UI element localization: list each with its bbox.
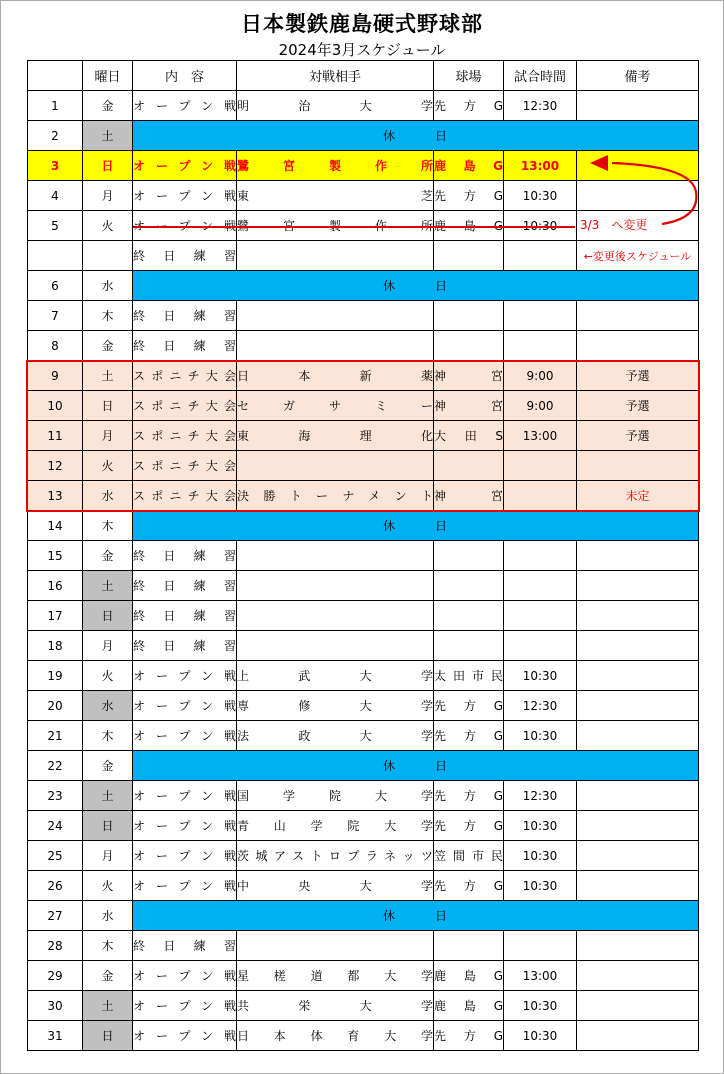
- opponent-cell: 決勝トーナメント: [237, 481, 434, 511]
- page-title: 日本製鉄鹿島硬式野球部: [241, 12, 483, 36]
- header-content: 内 容: [133, 61, 237, 91]
- venue-cell: 先方G: [434, 181, 504, 211]
- time-cell: 10:30: [504, 181, 577, 211]
- content-cell: オープン戦: [133, 91, 237, 121]
- weekday-cell: 火: [83, 871, 133, 901]
- content-cell: スポニチ大会: [133, 391, 237, 421]
- header-note: 備考: [577, 61, 699, 91]
- date-cell: 25: [28, 841, 83, 871]
- date-cell: 28: [28, 931, 83, 961]
- content-cell: スポニチ大会: [133, 451, 237, 481]
- content-cell: 終日練習: [133, 571, 237, 601]
- time-cell: 10:30: [504, 661, 577, 691]
- venue-cell: 神宮: [434, 391, 504, 421]
- time-cell: 10:30: [504, 991, 577, 1021]
- time-cell: 12:30: [504, 781, 577, 811]
- weekday-cell: 月: [83, 631, 133, 661]
- time-cell: 10:30: [504, 721, 577, 751]
- time-cell: 10:30: [504, 871, 577, 901]
- venue-cell: 鹿島G: [434, 151, 504, 181]
- content-cell: 終日練習: [133, 241, 237, 271]
- header-weekday: 曜日: [83, 61, 133, 91]
- venue-cell: 鹿島G: [434, 991, 504, 1021]
- date-cell: 13: [28, 481, 83, 511]
- venue-cell: 先方G: [434, 871, 504, 901]
- weekday-cell: 土: [83, 571, 133, 601]
- weekday-cell: 木: [83, 511, 133, 541]
- weekday-cell: 水: [83, 901, 133, 931]
- header-time: 試合時間: [504, 61, 577, 91]
- content-cell: 終日練習: [133, 931, 237, 961]
- opponent-cell: 東海理化: [237, 421, 434, 451]
- opponent-cell: 星槎道都大学: [237, 961, 434, 991]
- weekday-cell: 金: [83, 751, 133, 781]
- content-cell: オープン戦: [133, 181, 237, 211]
- date-cell: 16: [28, 571, 83, 601]
- content-cell: 終日練習: [133, 301, 237, 331]
- date-cell: 2: [28, 121, 83, 151]
- content-cell: スポニチ大会: [133, 481, 237, 511]
- weekday-cell: 土: [83, 781, 133, 811]
- date-cell: 4: [28, 181, 83, 211]
- weekday-cell: 火: [83, 661, 133, 691]
- content-cell: オープン戦: [133, 721, 237, 751]
- date-cell: 23: [28, 781, 83, 811]
- date-cell: 8: [28, 331, 83, 361]
- holiday-banner: 休 日: [133, 901, 699, 931]
- content-cell: オープン戦: [133, 991, 237, 1021]
- content-cell: オープン戦: [133, 841, 237, 871]
- note-cell: 予選: [577, 421, 699, 451]
- time-cell: 12:30: [504, 91, 577, 121]
- opponent-cell: 東 芝: [237, 181, 434, 211]
- venue-cell: 大田S: [434, 421, 504, 451]
- content-cell: オープン戦: [133, 781, 237, 811]
- weekday-cell: 日: [83, 811, 133, 841]
- date-cell: 27: [28, 901, 83, 931]
- note-cell: 予選: [577, 391, 699, 421]
- time-cell: 13:00: [504, 961, 577, 991]
- date-cell: 12: [28, 451, 83, 481]
- content-cell: オープン戦: [133, 1021, 237, 1051]
- opponent-cell: 鷺宮製作所: [237, 151, 434, 181]
- change-note: 3/3 へ変更: [580, 218, 648, 232]
- content-cell: オープン戦: [133, 961, 237, 991]
- opponent-cell: 日本新薬: [237, 361, 434, 391]
- weekday-cell: 日: [83, 601, 133, 631]
- time-cell: 10:30: [504, 1021, 577, 1051]
- date-cell: 14: [28, 511, 83, 541]
- date-cell: 6: [28, 271, 83, 301]
- page-subtitle: 2024年3月スケジュール: [278, 41, 446, 59]
- weekday-cell: 火: [83, 451, 133, 481]
- weekday-cell: 水: [83, 271, 133, 301]
- date-cell: 1: [28, 91, 83, 121]
- opponent-cell: 中央大学: [237, 871, 434, 901]
- date-cell: 9: [28, 361, 83, 391]
- opponent-cell: 国学院大学: [237, 781, 434, 811]
- date-cell: 7: [28, 301, 83, 331]
- opponent-cell: 明治大学: [237, 91, 434, 121]
- weekday-cell: 木: [83, 931, 133, 961]
- holiday-banner: 休 日: [133, 121, 699, 151]
- weekday-cell: 水: [83, 481, 133, 511]
- date-cell: 19: [28, 661, 83, 691]
- weekday-cell: 土: [83, 991, 133, 1021]
- time-cell: 10:30: [504, 211, 577, 241]
- venue-cell: 神宮: [434, 361, 504, 391]
- content-cell: 終日練習: [133, 631, 237, 661]
- weekday-cell: 水: [83, 691, 133, 721]
- venue-cell: 笠間市民: [434, 841, 504, 871]
- time-cell: 13:00: [504, 151, 577, 181]
- weekday-cell: 月: [83, 841, 133, 871]
- opponent-cell: セガサミー: [237, 391, 434, 421]
- weekday-cell: 木: [83, 721, 133, 751]
- content-cell: オープン戦: [133, 691, 237, 721]
- opponent-cell: 専修大学: [237, 691, 434, 721]
- weekday-cell: 日: [83, 151, 133, 181]
- weekday-cell: 金: [83, 91, 133, 121]
- holiday-banner: 休 日: [133, 271, 699, 301]
- time-cell: 10:30: [504, 841, 577, 871]
- venue-cell: 先方G: [434, 721, 504, 751]
- time-cell: 12:30: [504, 691, 577, 721]
- time-cell: 10:30: [504, 811, 577, 841]
- holiday-banner: 休 日: [133, 511, 699, 541]
- date-cell: 17: [28, 601, 83, 631]
- date-cell: 18: [28, 631, 83, 661]
- weekday-cell: 日: [83, 391, 133, 421]
- date-cell: 22: [28, 751, 83, 781]
- weekday-cell: 月: [83, 421, 133, 451]
- weekday-cell: 金: [83, 541, 133, 571]
- weekday-cell: 土: [83, 121, 133, 151]
- date-cell: 29: [28, 961, 83, 991]
- date-cell: 24: [28, 811, 83, 841]
- note-cell: ←変更後スケジュール: [577, 241, 699, 271]
- content-cell: 終日練習: [133, 601, 237, 631]
- opponent-cell: 日本体育大学: [237, 1021, 434, 1051]
- opponent-cell: 法政大学: [237, 721, 434, 751]
- opponent-cell: 共栄大学: [237, 991, 434, 1021]
- header-opponent: 対戦相手: [237, 61, 434, 91]
- date-cell: 15: [28, 541, 83, 571]
- date-cell: 20: [28, 691, 83, 721]
- content-cell: オープン戦: [133, 811, 237, 841]
- weekday-cell: 土: [83, 361, 133, 391]
- date-cell: 11: [28, 421, 83, 451]
- date-cell: 30: [28, 991, 83, 1021]
- content-cell: オープン戦: [133, 871, 237, 901]
- venue-cell: 鹿島G: [434, 961, 504, 991]
- content-cell: 終日練習: [133, 331, 237, 361]
- date-cell: 10: [28, 391, 83, 421]
- content-cell: オープン戦: [133, 151, 237, 181]
- content-cell: スポニチ大会: [133, 361, 237, 391]
- opponent-cell: 青山学院大学: [237, 811, 434, 841]
- content-cell: 終日練習: [133, 541, 237, 571]
- weekday-cell: 日: [83, 1021, 133, 1051]
- weekday-cell: 金: [83, 331, 133, 361]
- venue-cell: 先方G: [434, 781, 504, 811]
- date-cell: 21: [28, 721, 83, 751]
- venue-cell: 鹿島G: [434, 211, 504, 241]
- time-cell: 9:00: [504, 361, 577, 391]
- weekday-cell: 火: [83, 211, 133, 241]
- time-cell: 13:00: [504, 421, 577, 451]
- weekday-cell: 木: [83, 301, 133, 331]
- venue-cell: 先方G: [434, 1021, 504, 1051]
- opponent-cell: 茨城アストロプラネッツ: [237, 841, 434, 871]
- opponent-cell: 鷺宮製作所: [237, 211, 434, 241]
- date-cell: 3: [28, 151, 83, 181]
- venue-cell: 太田市民: [434, 661, 504, 691]
- venue-cell: 神宮: [434, 481, 504, 511]
- venue-cell: 先方G: [434, 811, 504, 841]
- holiday-banner: 休 日: [133, 751, 699, 781]
- content-cell: オープン戦: [133, 211, 237, 241]
- header-venue: 球場: [434, 61, 504, 91]
- time-cell: 9:00: [504, 391, 577, 421]
- weekday-cell: 月: [83, 181, 133, 211]
- venue-cell: 先方G: [434, 691, 504, 721]
- date-cell: 26: [28, 871, 83, 901]
- opponent-cell: 上武大学: [237, 661, 434, 691]
- content-cell: スポニチ大会: [133, 421, 237, 451]
- note-cell: 未定: [577, 481, 699, 511]
- venue-cell: 先方G: [434, 91, 504, 121]
- date-cell: 5: [28, 211, 83, 241]
- note-cell: 予選: [577, 361, 699, 391]
- weekday-cell: 金: [83, 961, 133, 991]
- content-cell: オープン戦: [133, 661, 237, 691]
- date-cell: 31: [28, 1021, 83, 1051]
